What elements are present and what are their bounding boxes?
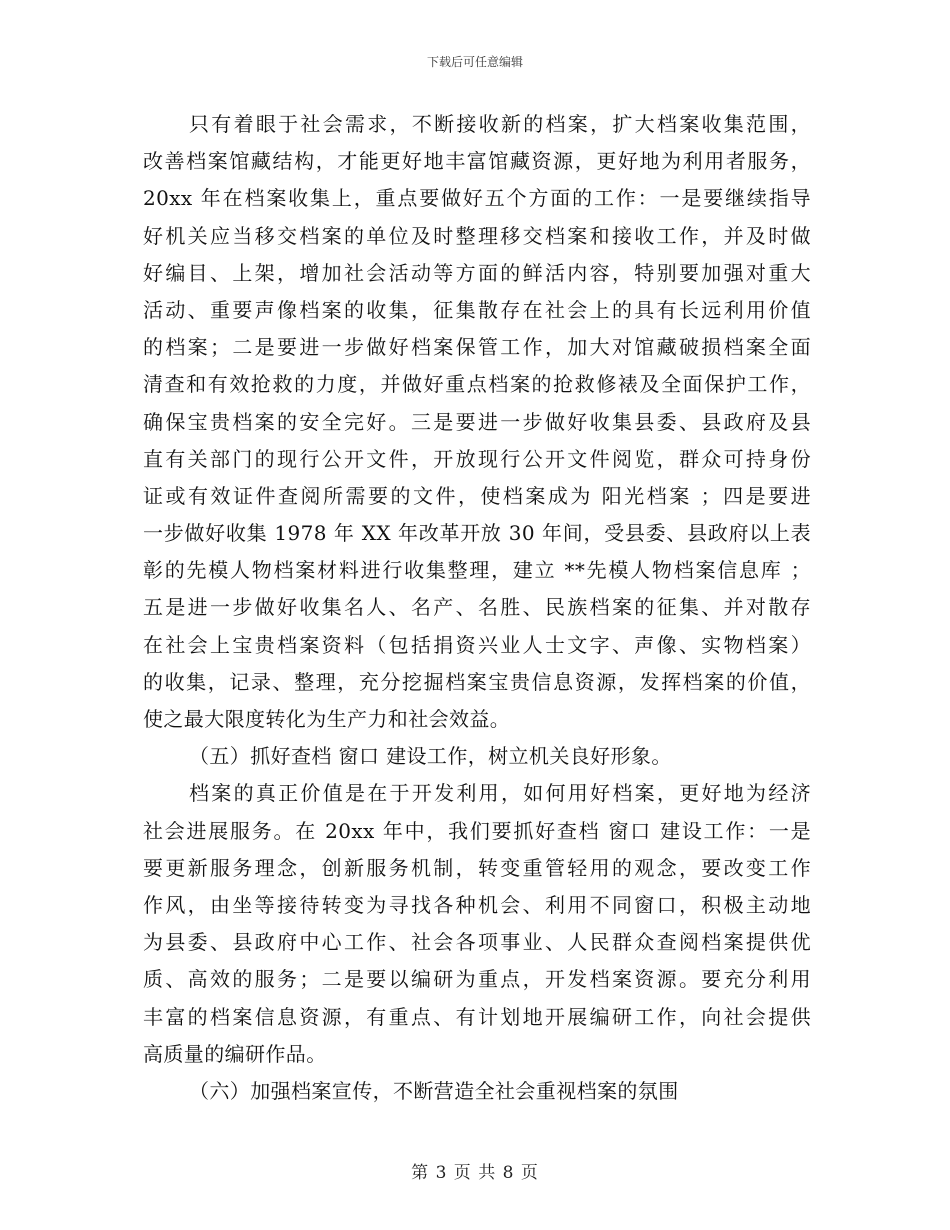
page-header: 下载后可任意编辑 <box>426 55 523 69</box>
document-body <box>143 106 811 1110</box>
text-line: 作风，由坐等接待转变为寻找各种机会、利用不同窗口，积极主动地 <box>143 892 811 917</box>
text-line: 清查和有效抢救的力度，并做好重点档案的抢救修裱及全面保护工作， <box>143 372 811 397</box>
text-line: 直有关部门的现行公开文件，开放现行公开文件阅览，群众可持身份 <box>143 446 811 471</box>
text-line: 五是进一步做好收集名人、名产、名胜、民族档案的征集、并对散存 <box>143 595 811 620</box>
text-line: 证或有效证件查阅所需要的文件，使档案成为 阳光档案 ；四是要进 <box>143 483 811 508</box>
text-line: 好机关应当移交档案的单位及时整理移交档案和接收工作，并及时做 <box>143 223 811 248</box>
text-line: 好编目、上架，增加社会活动等方面的鲜活内容，特别要加强对重大 <box>143 260 811 285</box>
text-line: 档案的真正价值是在于开发利用，如何用好档案，更好地为经济 <box>189 781 811 806</box>
paragraph <box>143 775 811 1073</box>
text-line: 活动、重要声像档案的收集，征集散存在社会上的具有长远利用价值 <box>143 297 811 322</box>
text-line: 要更新服务理念，创新服务机制，转变重管轻用的观念，要改变工作 <box>143 855 811 880</box>
text-line: 彰的先模人物档案材料进行收集整理，建立 **先模人物档案信息库 ； <box>143 558 811 583</box>
text-line: 丰富的档案信息资源，有重点、有计划地开展编研工作，向社会提供 <box>143 1004 811 1029</box>
text-line: 质、高效的服务；二是要以编研为重点，开发档案资源。要充分利用 <box>143 967 811 992</box>
text-line: 的档案；二是要进一步做好档案保管工作，加大对馆藏破损档案全面 <box>143 335 811 360</box>
text-line: 的收集，记录、整理，充分挖掘档案宝贵信息资源，发挥档案的价值， <box>143 669 811 694</box>
text-line: 确保宝贵档案的安全完好。三是要进一步做好收集县委、县政府及县 <box>143 409 811 434</box>
text-line: 在社会上宝贵档案资料（包括捐资兴业人士文字、声像、实物档案） <box>143 632 811 657</box>
text-line: 为县委、县政府中心工作、社会各项事业、人民群众查阅档案提供优 <box>143 930 811 955</box>
section-heading: （六）加强档案宣传，不断营造全社会重视档案的氛围 <box>189 1078 679 1103</box>
text-line: 只有着眼于社会需求，不断接收新的档案，扩大档案收集范围， <box>189 112 811 136</box>
text-line: 改善档案馆藏结构，才能更好地丰富馆藏资源，更好地为利用者服务， <box>143 149 811 174</box>
text-line: 社会进展服务。在 20xx 年中，我们要抓好查档 窗口 建设工作：一是 <box>143 818 811 843</box>
page-number-footer: 第 3 页 共 8 页 <box>411 1163 539 1183</box>
text-line: 一步做好收集 1978 年 XX 年改革开放 30 年间，受县委、县政府以上表 <box>143 521 811 546</box>
text-line: 使之最大限度转化为生产力和社会效益。 <box>143 707 511 731</box>
text-line: 高质量的编研作品。 <box>143 1041 327 1066</box>
text-line: 20xx 年在档案收集上，重点要做好五个方面的工作：一是要继续指导 <box>143 186 811 211</box>
section-heading: （五）抓好查档 窗口 建设工作，树立机关良好形象。 <box>189 744 672 769</box>
paragraph <box>143 106 811 738</box>
